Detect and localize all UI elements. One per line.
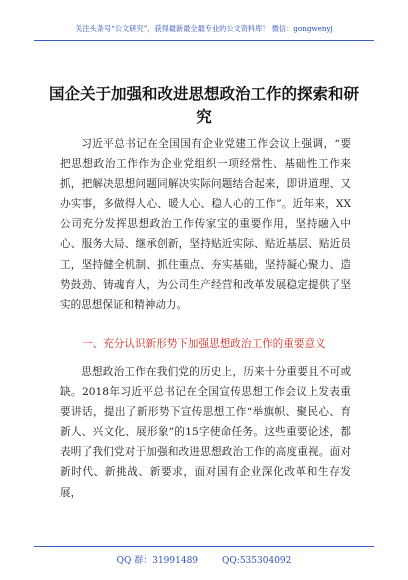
body-paragraph-1: 习近平总书记在全国国有企业党建工作会议上强调，“要把思想政治工作作为企业党组织一项经常性、基础性工作来抓，把解决思想问题同解决实际问题结合起来，即讲道理、又办实事，多做得人心、暖人心、稳人心的工作”。近年来，XX公司充分发挥思想政治工作传家宝的重要作用，坚持融入中心、服务大局、继承创新，坚持贴近实际、贴近基层、贴近员工，坚持健全机制、抓住重点、夯实基础，坚持凝心聚力、造势鼓劲、铸魂育人，为公司生产经营和改革发展稳定提供了坚实的思想保证和精神动力。 bbox=[60, 138, 351, 311]
header-divider bbox=[34, 40, 374, 41]
footer-divider bbox=[34, 546, 374, 547]
document-title: 国企关于加强和改进思想政治工作的探索和研究 bbox=[48, 84, 359, 126]
section-heading-1: 一、充分认识新形势下加强思想政治工作的重要意义 bbox=[82, 338, 326, 350]
footer-contact bbox=[34, 553, 374, 566]
footer-qq-number: QQ:535304092 bbox=[222, 556, 292, 566]
header-promo-note: 关注头条号“公文研究”，获得最新最全最专业的公文资料库！ 微信：gongwenyj bbox=[75, 24, 333, 33]
footer-qq-group: QQ 群：31991489 bbox=[116, 556, 199, 566]
body-paragraph-2: 思想政治工作在我们党的历史上，历来十分重要且不可或缺。2018年习近平总书记在全国宣传思想工作会议上发表重要讲话，提出了新形势下宣传思想工作“举旗帜、聚民心、育新人、兴文化、展形象”的15字使命任务。这些重要论述，都表明了我们党对于加强和改进思想政治工作的高度重视。面对新时代、新挑战、新要求，面对国有企业深化改革和生存发展， bbox=[60, 366, 351, 499]
